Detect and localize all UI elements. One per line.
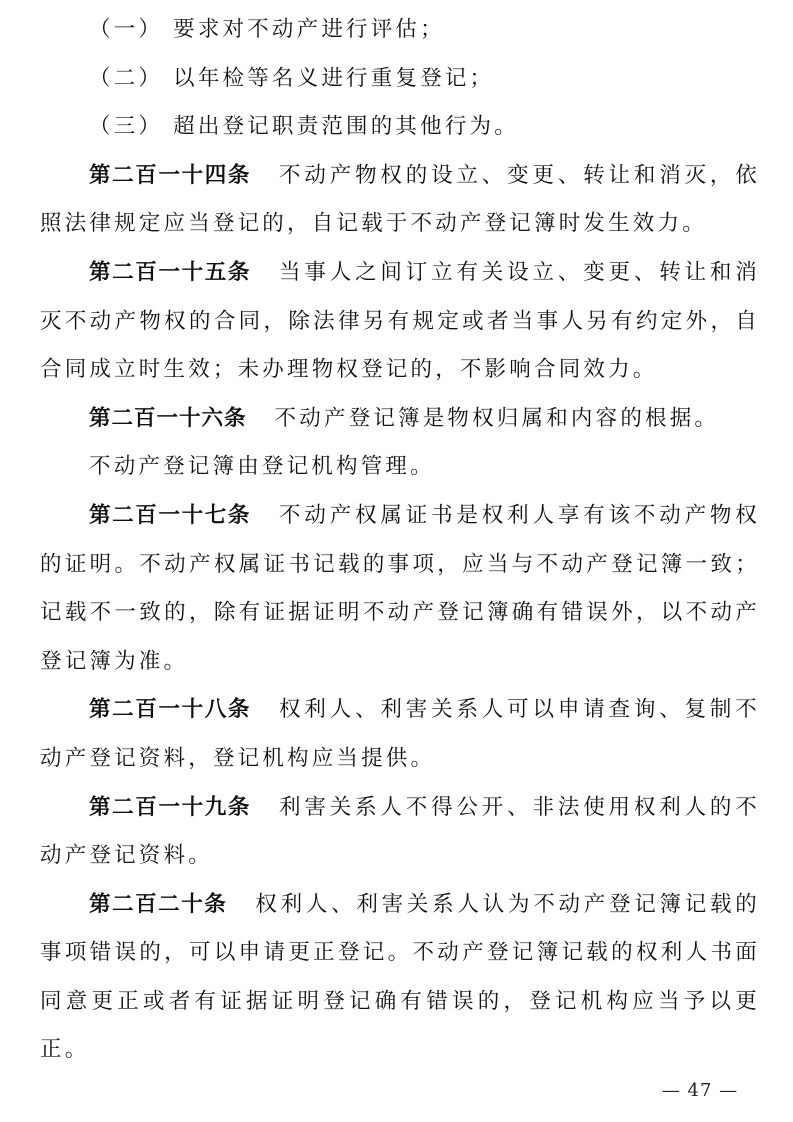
article-number: 第二百一十九条 xyxy=(89,794,252,820)
article-text: 不动产权属证书是权利人享有该不动产物权的证明。不动产权属证书记载的事项，应当与不动产登记簿一致；记载不一致的，除有证据证明不动产登记簿确有错误外，以不动产登记簿为准。 xyxy=(40,502,760,674)
article-217 xyxy=(40,492,760,686)
article-216-continuation: 不动产登记簿由登记机构管理。 xyxy=(89,454,435,480)
article-number: 第二百一十八条 xyxy=(89,697,252,723)
article-number: 第二百一十四条 xyxy=(89,162,252,188)
article-number: 第二百一十六条 xyxy=(89,405,247,431)
article-216 xyxy=(40,395,760,444)
article-text: 不动产物权的设立、变更、转让和消灭，依照法律规定应当登记的，自记载于不动产登记簿时发生效力。 xyxy=(40,162,760,237)
article-text: 利害关系人不得公开、非法使用权利人的不动产登记资料。 xyxy=(40,794,760,869)
article-215 xyxy=(40,249,760,395)
article-number: 第二百二十条 xyxy=(89,891,228,917)
article-219 xyxy=(40,784,760,881)
article-214 xyxy=(40,152,760,249)
page-number: — 47 — xyxy=(661,1080,739,1101)
article-218 xyxy=(40,686,760,783)
list-item-1: （一） 要求对不动产进行评估； xyxy=(89,17,445,42)
article-text: 当事人之间订立有关设立、变更、转让和消灭不动产物权的合同，除法律另有规定或者当事人另有约定外，自合同成立时生效；未办理物权登记的，不影响合同效力。 xyxy=(40,259,760,383)
list-item-2: （二） 以年检等名义进行重复登记； xyxy=(89,65,495,91)
article-text: 权利人、利害关系人认为不动产登记簿记载的事项错误的，可以申请更正登记。不动产登记簿记载的权利人书面同意更正或者有证据证明登记确有错误的，登记机构应当予以更正。 xyxy=(40,891,760,1063)
article-number: 第二百一十五条 xyxy=(89,259,252,285)
article-text: 权利人、利害关系人可以申请查询、复制不动产登记资料，登记机构应当提供。 xyxy=(40,697,760,771)
list-item-3: （三） 超出登记职责范围的其他行为。 xyxy=(89,114,519,140)
article-220 xyxy=(40,881,760,1075)
document-page xyxy=(40,6,760,1075)
article-number: 第二百一十七条 xyxy=(89,502,252,528)
article-text: 不动产登记簿是物权归属和内容的根据。 xyxy=(274,405,720,431)
